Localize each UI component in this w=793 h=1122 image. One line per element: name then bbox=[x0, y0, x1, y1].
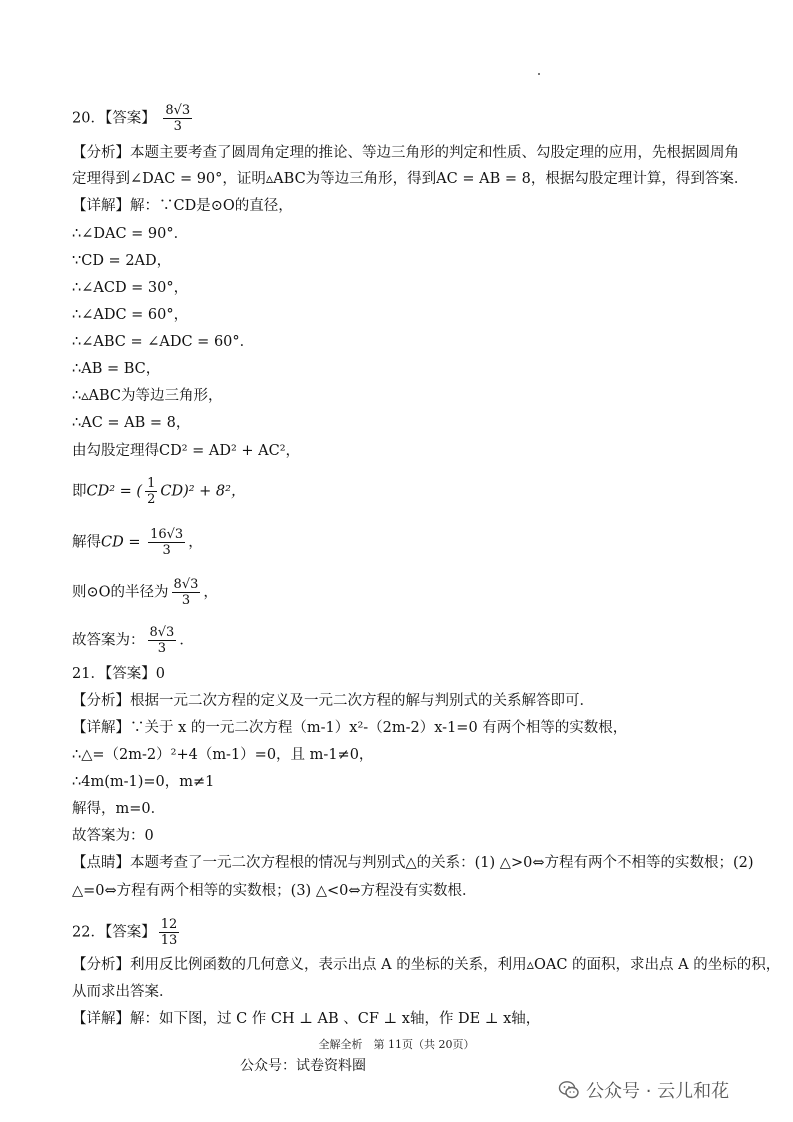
q21-detail-line bbox=[72, 718, 733, 738]
q20-step-line bbox=[72, 224, 733, 244]
q20-analysis-line-2 bbox=[72, 169, 749, 189]
final-fraction bbox=[148, 625, 177, 656]
q20-step-jie bbox=[72, 527, 733, 558]
q20-step: ∴AB = BC， bbox=[72, 361, 161, 377]
q20-answer-fraction bbox=[163, 103, 192, 134]
fraction-denominator: 3 bbox=[157, 641, 167, 656]
q21-comment-1: 【点睛】本题考查了一元二次方程根的情况与判别式△的关系：(1) △>0⇔方程有两个不相等的实数根；(2) bbox=[72, 855, 754, 871]
q20-analysis-text-2: 定理得到∠DAC = 90°，证明▵ABC为等边三角形，得到AC = AB = 8，根据勾股定理计算，得到答案． bbox=[72, 171, 749, 187]
wechat-icon bbox=[558, 1079, 580, 1101]
watermark-text: 公众号 · 云儿和花 bbox=[586, 1081, 730, 1102]
q20-step: ∵CD = 2AD， bbox=[72, 253, 172, 269]
q21-step: 故答案为：0 bbox=[72, 828, 154, 844]
q21-step-line bbox=[72, 826, 733, 846]
half-fraction bbox=[145, 476, 157, 507]
fraction-numerator: 8√3 bbox=[149, 625, 175, 640]
fraction-numerator: 12 bbox=[160, 917, 178, 932]
fraction-denominator: 3 bbox=[162, 543, 171, 558]
q20-step: ∴∠ACD = 30°， bbox=[72, 280, 189, 296]
fraction-numerator: 16√3 bbox=[150, 527, 184, 542]
q21-step: ∴4m(m-1)=0，m≠1 bbox=[72, 774, 215, 790]
q22-analysis-line-2 bbox=[72, 982, 733, 1002]
radius-fraction bbox=[172, 577, 201, 608]
period: ． bbox=[179, 632, 194, 649]
q20-ze-prefix: 则⊙O的半径为 bbox=[72, 584, 169, 601]
q21-answer: ．【答案】0 bbox=[90, 666, 165, 682]
q21-detail: 【详解】∵关于 x 的一元二次方程（m-1）x²-（2m-2）x-1=0 有两个相等的实数根， bbox=[72, 720, 628, 736]
q20-step-line bbox=[72, 305, 733, 325]
q20-detail-line bbox=[72, 196, 733, 216]
q20-step: ∴∠ADC = 60°， bbox=[72, 307, 189, 323]
watermark bbox=[558, 1077, 729, 1103]
q20-gu-prefix: 故答案为： bbox=[72, 632, 145, 649]
dot-sep: ． bbox=[90, 110, 105, 127]
q21-step-line bbox=[72, 745, 733, 765]
q20-ji-prefix: 即 bbox=[72, 483, 87, 500]
page-footer: 全解全析 第 11页（共 20页） bbox=[318, 1038, 475, 1051]
q22-analysis-line-1 bbox=[72, 955, 781, 975]
q22-answer-line bbox=[72, 917, 733, 948]
q20-step-line bbox=[72, 332, 733, 352]
q22-analysis-1: 【分析】利用反比例函数的几何意义，表示出点 A 的坐标的关系，利用▵OAC 的面积，求出点 A 的坐标的积， bbox=[72, 957, 781, 973]
q20-answer-label: 【答案】 bbox=[104, 110, 156, 127]
scan-speck bbox=[538, 73, 540, 75]
q20-detail-label: 【详解】 bbox=[72, 198, 130, 214]
q20-step: ∴∠DAC = 90°． bbox=[72, 226, 189, 242]
q20-ji-expr-a: CD² = ( bbox=[86, 483, 143, 500]
q20-step-line bbox=[72, 251, 733, 271]
q22-answer-fraction bbox=[159, 917, 180, 948]
fraction-denominator: 13 bbox=[160, 933, 178, 948]
q20-step: ∴▵ABC为等边三角形， bbox=[72, 388, 223, 404]
q20-step-line bbox=[72, 386, 733, 406]
q22-answer-label: ．【答案】 bbox=[90, 924, 156, 941]
q21-step-line bbox=[72, 799, 733, 819]
q21-comment-line-1 bbox=[72, 853, 754, 873]
q22-detail-line bbox=[72, 1009, 733, 1029]
q20-step-line bbox=[72, 278, 733, 298]
q20-jie-var: CD = bbox=[101, 534, 141, 551]
q20-analysis-label: 【分析】 bbox=[72, 145, 130, 161]
q22-number: 22 bbox=[72, 924, 91, 941]
q20-step: 由勾股定理得CD² = AD² + AC²， bbox=[72, 443, 301, 459]
fraction-numerator: 8√3 bbox=[165, 103, 191, 118]
fraction-denominator: 3 bbox=[173, 119, 182, 134]
public-account-label: 公众号：试卷资料圈 bbox=[240, 1058, 366, 1074]
q20-step-ze bbox=[72, 577, 733, 608]
cd-value-fraction bbox=[148, 527, 185, 558]
fraction-numerator: 8√3 bbox=[173, 577, 199, 592]
q22-analysis-2: 从而求出答案． bbox=[72, 984, 174, 1000]
q20-analysis-text-1: 本题主要考查了圆周角定理的推论、等边三角形的判定和性质、勾股定理的应用，先根据圆周角 bbox=[130, 145, 739, 161]
fraction-numerator: 1 bbox=[147, 476, 156, 491]
q20-ji-expr-b: CD)² + 8²， bbox=[160, 483, 246, 500]
q21-comment-2: △=0⇔方程有两个相等的实数根；(3) △<0⇔方程没有实数根． bbox=[72, 883, 477, 899]
q21-step-line bbox=[72, 772, 733, 792]
q20-step-line bbox=[72, 441, 733, 461]
fraction-denominator: 2 bbox=[147, 492, 156, 507]
q20-step: 解：∵CD是⊙O的直径， bbox=[130, 198, 293, 214]
q21-step: ∴△=（2m-2）²+4（m-1）=0，且 m-1≠0， bbox=[72, 747, 374, 763]
q21-comment-line-2 bbox=[72, 881, 733, 901]
q20-step: ∴∠ABC = ∠ADC = 60°． bbox=[72, 334, 255, 350]
q20-step-ji bbox=[72, 476, 733, 507]
q20-step: ∴AC = AB = 8， bbox=[72, 415, 191, 431]
comma: ， bbox=[188, 534, 203, 551]
q21-step: 解得，m=0． bbox=[72, 801, 166, 817]
q22-detail: 【详解】解：如下图，过 C 作 CH ⊥ AB 、CF ⊥ x轴，作 DE ⊥ x轴， bbox=[72, 1011, 541, 1027]
q21-analysis-line bbox=[72, 691, 733, 711]
q20-answer-line bbox=[72, 103, 733, 134]
q21-number: 21 bbox=[72, 666, 91, 682]
q20-step-line bbox=[72, 413, 733, 433]
q20-step-line bbox=[72, 359, 733, 379]
q20-analysis-line-1 bbox=[72, 143, 739, 163]
fraction-denominator: 3 bbox=[181, 593, 191, 608]
q20-step-gu bbox=[72, 625, 733, 656]
q20-jie-prefix: 解得 bbox=[72, 534, 101, 551]
q21-answer-line bbox=[72, 664, 733, 684]
q21-analysis: 【分析】根据一元二次方程的定义及一元二次方程的解与判别式的关系解答即可． bbox=[72, 693, 594, 709]
q20-number: 20 bbox=[72, 110, 91, 127]
comma: ， bbox=[203, 584, 218, 601]
